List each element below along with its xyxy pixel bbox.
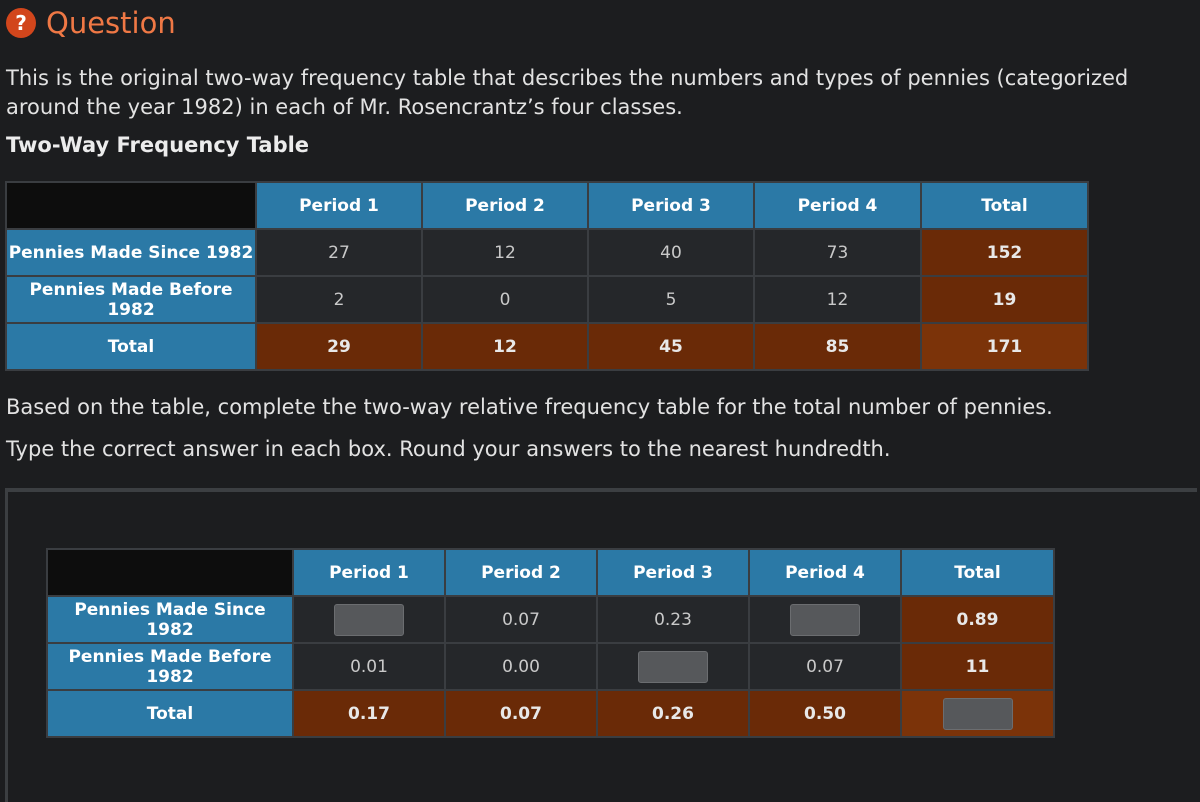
table-cell: 73 [754,229,921,276]
total-cell: 45 [588,323,754,370]
answer-cell [749,596,901,643]
table-cell: 12 [754,276,921,323]
total-cell: 85 [754,323,921,370]
column-header: Period 4 [754,182,921,229]
total-cell: 0.07 [445,690,597,737]
row-header: Total [6,323,256,370]
row-header: Total [47,690,293,737]
table-row [6,276,1088,323]
table-cell: 0 [422,276,588,323]
frequency-table [5,181,1089,371]
table-header-row [6,182,1088,229]
table-cell: 0.07 [749,643,901,690]
table-cell: 2 [256,276,422,323]
intro-text: This is the original two-way frequency table that describes the numbers and types of pennies (categorized around the year 1982) in each of Mr. Rosencrantz’s four classes. [6,66,1129,119]
table-row [6,323,1088,370]
table-header-row [47,549,1054,596]
total-cell: 12 [422,323,588,370]
total-cell: 19 [921,276,1088,323]
total-cell: 0.50 [749,690,901,737]
total-cell: 0.89 [901,596,1054,643]
row-header: Pennies Made Since 1982 [47,596,293,643]
table-row [47,596,1054,643]
table-row [6,229,1088,276]
column-header: Period 4 [749,549,901,596]
table-corner-cell [47,549,293,596]
column-header: Period 3 [597,549,749,596]
table-cell: 5 [588,276,754,323]
column-header: Period 1 [293,549,445,596]
answer-input[interactable] [943,698,1013,730]
column-header: Period 3 [588,182,754,229]
column-header: Period 1 [256,182,422,229]
question-icon: ? [6,8,36,38]
question-header [6,4,176,42]
answer-cell [597,643,749,690]
total-cell: 0.17 [293,690,445,737]
table-cell: 0.07 [445,596,597,643]
table-heading: Two-Way Frequency Table [6,133,310,157]
table-cell: 40 [588,229,754,276]
row-header: Pennies Made Before 1982 [6,276,256,323]
answer-input[interactable] [334,604,404,636]
table-corner-cell [6,182,256,229]
row-header: Pennies Made Since 1982 [6,229,256,276]
total-cell: 152 [921,229,1088,276]
table-row [47,690,1054,737]
question-instruction: Type the correct answer in each box. Round your answers to the nearest hundredth. [6,437,891,461]
answer-input[interactable] [638,651,708,683]
table-cell: 0.00 [445,643,597,690]
answer-input[interactable] [790,604,860,636]
question-title: Question [46,6,176,40]
column-header: Period 2 [422,182,588,229]
table-row [47,643,1054,690]
table-cell: 27 [256,229,422,276]
question-prompt: Based on the table, complete the two-way relative frequency table for the total number of pennies. [6,395,1053,419]
table-cell: 12 [422,229,588,276]
table-cell: 0.01 [293,643,445,690]
table-cell: 0.23 [597,596,749,643]
grand-total-cell: 171 [921,323,1088,370]
answer-cell [293,596,445,643]
total-cell: 11 [901,643,1054,690]
total-cell: 29 [256,323,422,370]
relative-frequency-table [46,548,1055,738]
answer-cell [901,690,1054,737]
row-header: Pennies Made Before 1982 [47,643,293,690]
column-header: Total [901,549,1054,596]
column-header: Period 2 [445,549,597,596]
column-header: Total [921,182,1088,229]
total-cell: 0.26 [597,690,749,737]
